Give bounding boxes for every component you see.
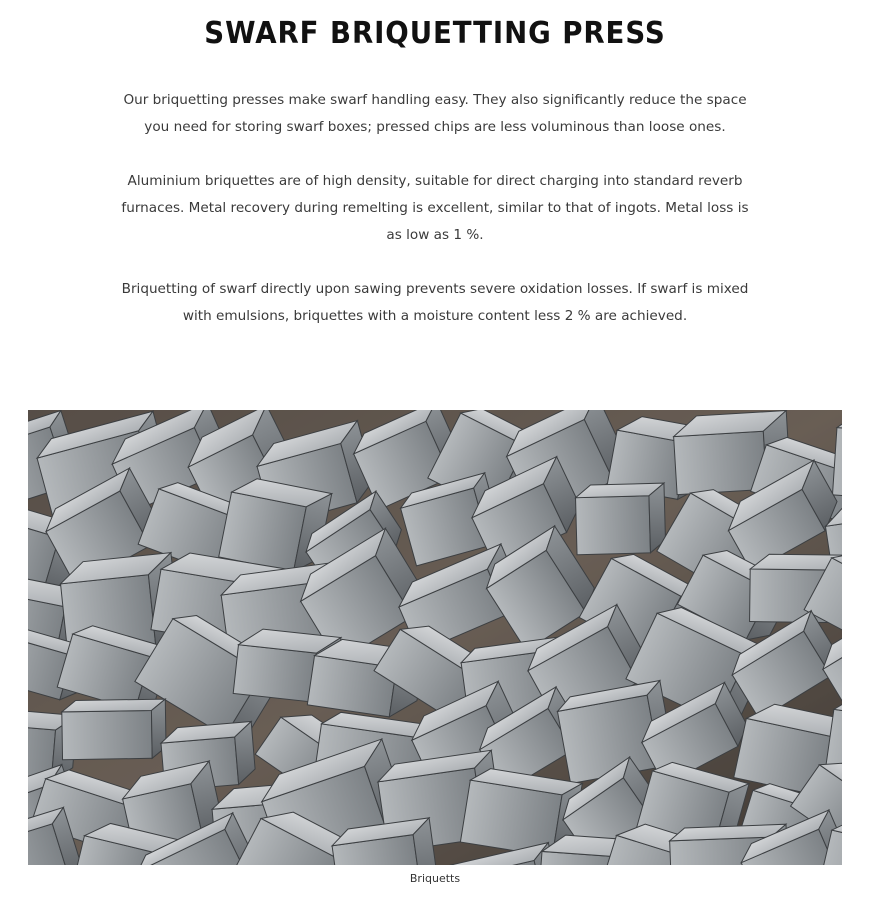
briquettes-illustration — [28, 410, 842, 865]
paragraph-3: Briquetting of swarf directly upon sawing prevents severe oxidation losses. If swarf is mixed with emulsions, briquettes with a moisture content less 2 % are achieved. — [121, 281, 749, 324]
briquette — [575, 483, 666, 555]
briquettes-photo — [28, 410, 842, 865]
paragraph-2: Aluminium briquettes are of high density, suitable for direct charging into standard reverb furnaces. Metal recovery during remelting is excellent, similar to that of ingots. Metal loss is as low as 1 %. — [121, 173, 749, 243]
paragraph-1: Our briquetting presses make swarf handling easy. They also significantly reduce the space you need for storing swarf boxes; pressed chips are less voluminous than loose ones. — [123, 92, 747, 135]
page-title: SWARF BRIQUETTING PRESS — [204, 16, 666, 51]
figure-caption: Briquetts — [409, 872, 461, 885]
briquette-pile — [28, 410, 842, 865]
briquette — [62, 699, 167, 760]
intro-text — [120, 87, 750, 357]
